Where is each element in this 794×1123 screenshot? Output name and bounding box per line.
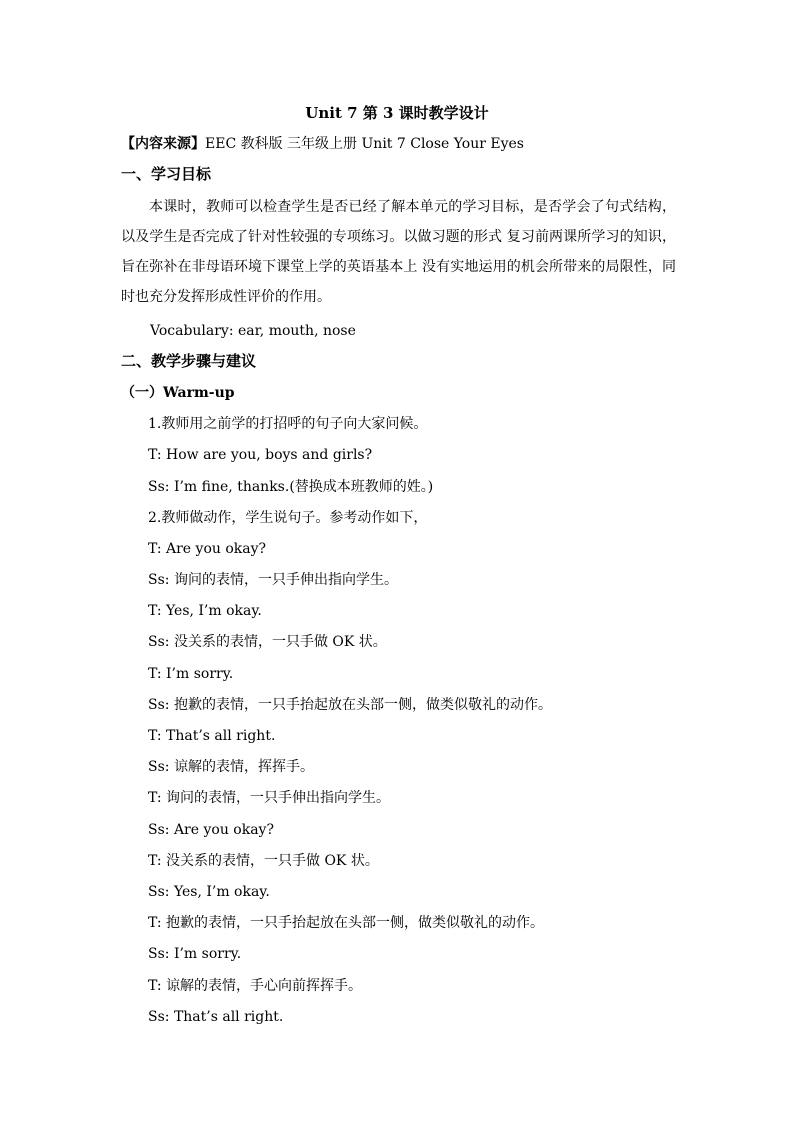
step-line: Ss: 谅解的表情，挥挥手。 [148,759,314,775]
step-line: Ss: 抱歉的表情，一只手抬起放在头部一侧，做类似敬礼的动作。 [148,697,552,713]
content-source-label: 【内容来源】 [121,136,205,152]
step-line: T: I’m sorry. [148,666,234,682]
step-line: Ss: 询问的表情，一只手伸出指向学生。 [148,572,398,588]
step-line: 2.教师做动作，学生说句子。参考动作如下， [148,510,428,526]
step-line: Ss: I’m fine, thanks.(替换成本班教师的姓。) [148,479,434,495]
step-line: T: 谅解的表情，手心向前挥挥手。 [148,978,363,994]
step-line: T: How are you, boys and girls? [148,447,373,463]
step-line: T: 没关系的表情，一只手做 OK 状。 [148,853,379,869]
objectives-paragraph: 本课时，教师可以检查学生是否已经了解本单元的学习目标，是否学会了句式结构，以及学生是否完成了针对性较强的专项练习。以做习题的形式 复习前两课所学习的知识，旨在弥补在非母语环境下课堂上学的英语基本上 没有实地运用的机会所带来的局限性，同时也充分发挥形成性评价的作用。 [121,199,676,305]
step-line: T: Are you okay? [148,541,267,557]
step-line: Ss: I’m sorry. [148,946,242,962]
step-line: Ss: Are you okay? [148,822,274,838]
document-title: Unit 7 第 3 课时教学设计 [305,104,489,122]
content-source [121,134,524,154]
step-line: T: That’s all right. [148,728,276,744]
step-line: T: 抱歉的表情，一只手抬起放在头部一侧，做类似敬礼的动作。 [148,915,545,931]
vocabulary-line: Vocabulary: ear, mouth, nose [150,323,356,339]
section-heading-steps: 二、教学步骤与建议 [121,352,257,370]
content-source-text: EEC 教科版 三年级上册 Unit 7 Close Your Eyes [205,136,524,152]
step-line: Ss: 没关系的表情，一只手做 OK 状。 [148,634,387,650]
step-line: 1.教师用之前学的打招呼的句子向大家问候。 [148,416,428,432]
step-line: Ss: That’s all right. [148,1009,284,1025]
step-line: T: 询问的表情，一只手伸出指向学生。 [148,790,391,806]
step-line: T: Yes, I’m okay. [148,603,262,619]
section-heading-objectives: 一、学习目标 [121,165,212,183]
step-line: Ss: Yes, I’m okay. [148,884,270,900]
subsection-heading-warmup: （一）Warm-up [121,385,235,401]
